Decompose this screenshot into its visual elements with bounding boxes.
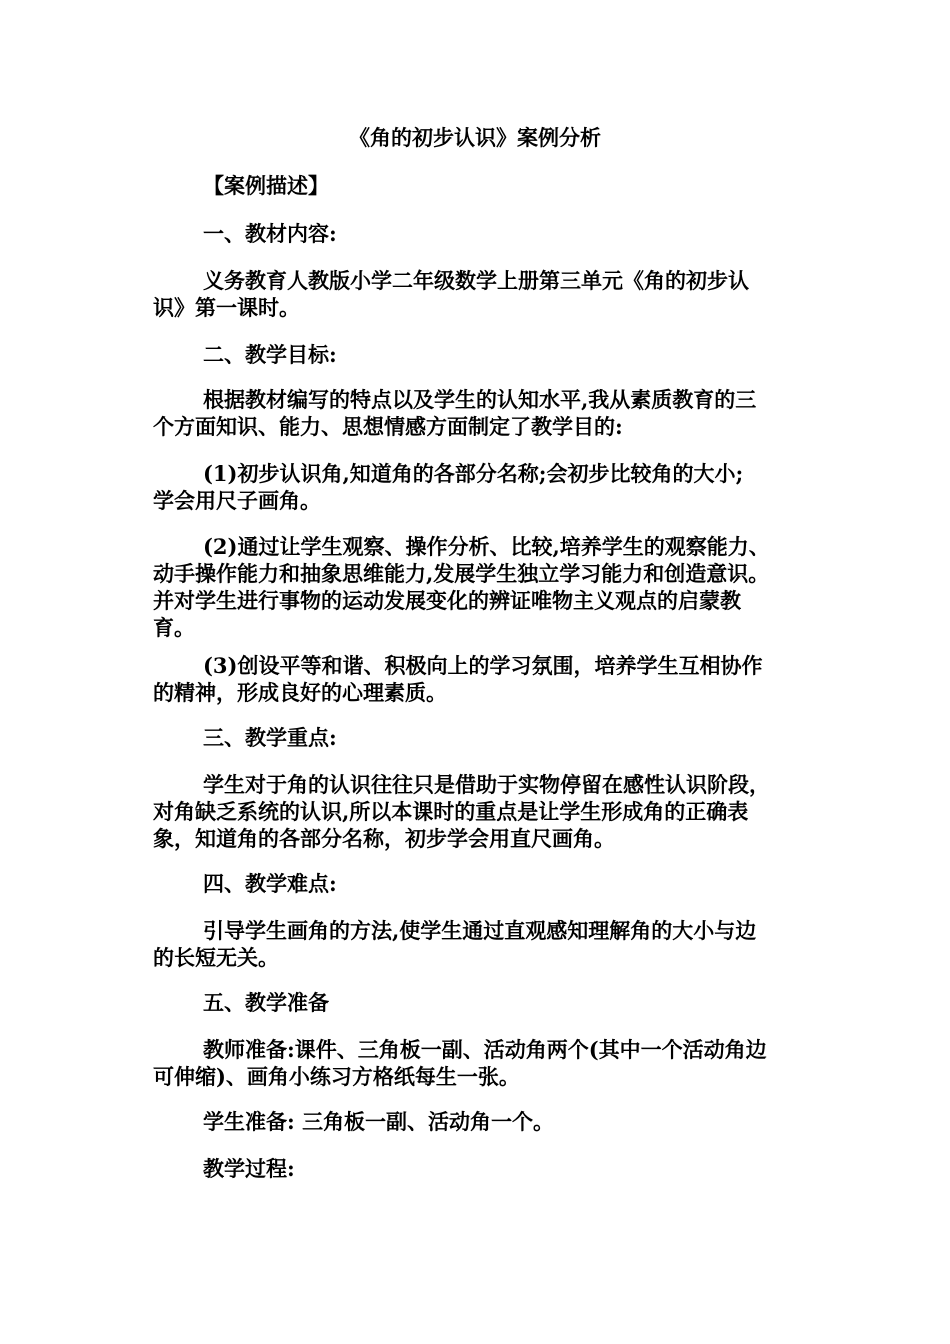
paragraph-line: 识》第一课时。 bbox=[153, 295, 300, 320]
case-heading: 【案例描述】 bbox=[203, 173, 329, 198]
section-2-heading: 二、教学目标: bbox=[203, 342, 337, 367]
goal-1-line: (1)初步认识角,知道角的各部分名称;会初步比较角的大小; bbox=[203, 461, 744, 486]
section-5-heading: 五、教学准备 bbox=[203, 990, 329, 1015]
paragraph-line: 个方面知识、能力、思想情感方面制定了教学目的: bbox=[153, 414, 623, 439]
goal-2-line: 动手操作能力和抽象思维能力,发展学生独立学习能力和创造意识。 bbox=[153, 561, 770, 586]
paragraph-line: 象，知道角的各部分名称，初步学会用直尺画角。 bbox=[153, 826, 615, 851]
paragraph-line: 对角缺乏系统的认识,所以本课时的重点是让学生形成角的正确表 bbox=[153, 799, 749, 824]
goal-3-line: 的精神，形成良好的心理素质。 bbox=[153, 680, 447, 705]
paragraph-line: 引导学生画角的方法,使学生通过直观感知理解角的大小与边 bbox=[203, 918, 757, 943]
goal-3-line: (3)创设平等和谐、积极向上的学习氛围，培养学生互相协作 bbox=[203, 653, 763, 678]
paragraph-line: 根据教材编写的特点以及学生的认知水平,我从素质教育的三 bbox=[203, 387, 757, 412]
process-heading: 教学过程: bbox=[203, 1156, 295, 1181]
goal-2-line: (2)通过让学生观察、操作分析、比较,培养学生的观察能力、 bbox=[203, 534, 770, 559]
student-prep-line: 学生准备: 三角板一副、活动角一个。 bbox=[203, 1109, 555, 1134]
goal-2-line: 并对学生进行事物的运动发展变化的辨证唯物主义观点的启蒙教 bbox=[153, 588, 741, 613]
paragraph-line: 义务教育人教版小学二年级数学上册第三单元《角的初步认 bbox=[203, 268, 749, 293]
section-4-heading: 四、教学难点: bbox=[203, 871, 337, 896]
goal-2-line: 育。 bbox=[153, 615, 195, 640]
teacher-prep-line: 教师准备:课件、三角板一副、活动角两个(其中一个活动角边 bbox=[203, 1037, 767, 1062]
section-1-heading: 一、教材内容: bbox=[203, 221, 337, 246]
page-title: 《角的初步认识》案例分析 bbox=[349, 125, 601, 150]
goal-1-line: 学会用尺子画角。 bbox=[153, 488, 321, 513]
paragraph-line: 的长短无关。 bbox=[153, 945, 279, 970]
section-3-heading: 三、教学重点: bbox=[203, 725, 337, 750]
paragraph-line: 学生对于角的认识往往只是借助于实物停留在感性认识阶段， bbox=[203, 772, 770, 797]
teacher-prep-line: 可伸缩)、画角小练习方格纸每生一张。 bbox=[153, 1064, 520, 1089]
